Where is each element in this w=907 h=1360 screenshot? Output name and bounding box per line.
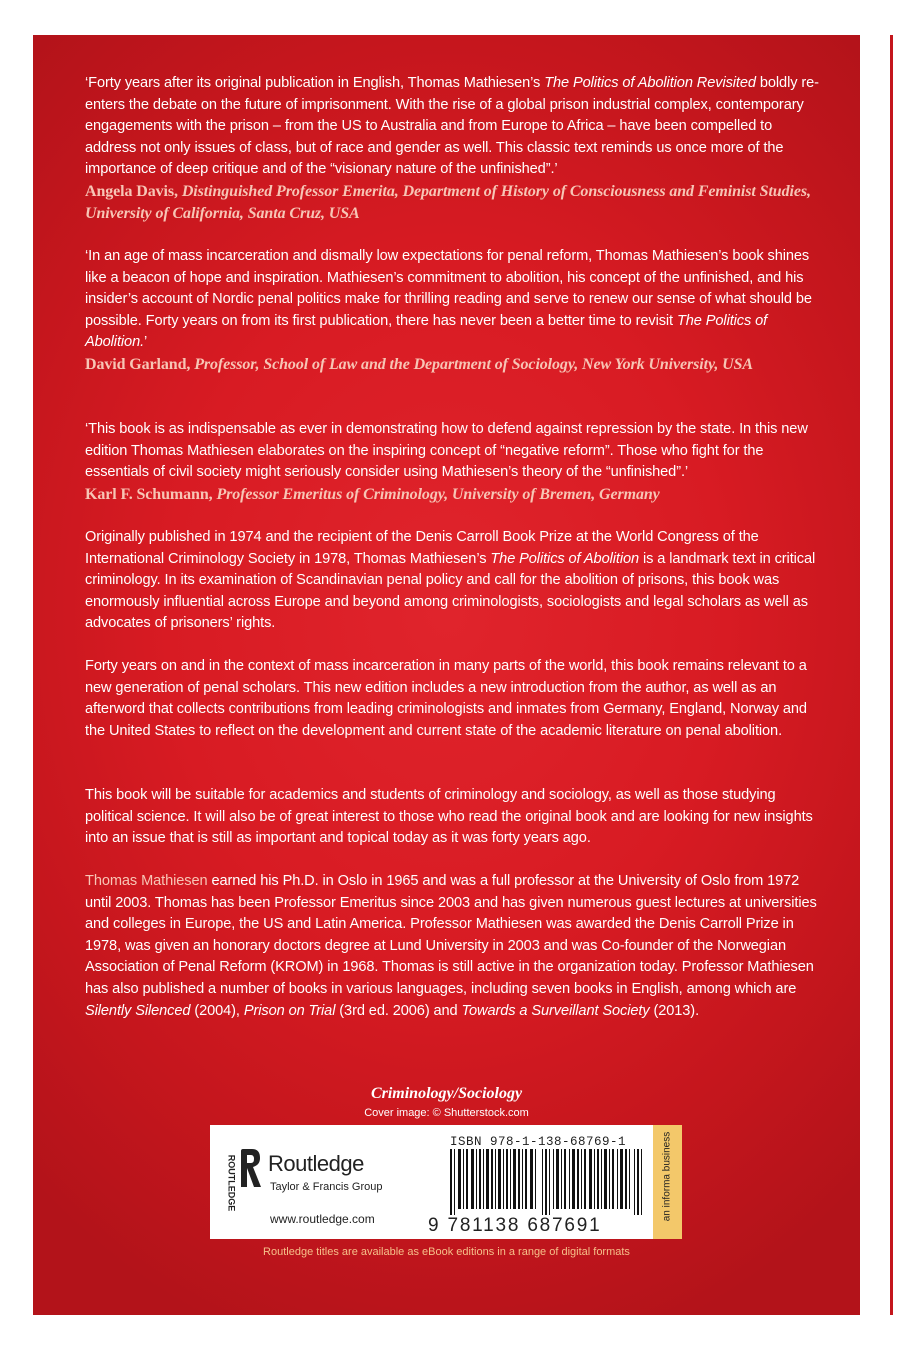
quote-attribution: Angela Davis, Distinguished Professor Emerita, Department of History of Consciousness and Feminist Studies, University of California, Santa Cruz, USA [85,182,811,222]
spine-edge [890,35,893,1315]
description-paragraph-1: Originally published in 1974 and the recipient of the Denis Carroll Book Prize at the World Congress of the International Criminology Society in 1978, Thomas Mathiesen’s The Politics of Abolition is a landmark text in critical criminology. In its examination of Scandinavian penal policy and call for the abolition of prisons, this book was enormously influential across Europe and beyond among criminologists, sociologists and legal scholars as well as advocates of prisoners’ rights. [85,529,816,632]
description-paragraph-3: This book will be suitable for academics and students of criminology and sociology, as well as those studying political science. It will also be of great interest to those who read the original book and are looking for new insights into an issue that is still as important and topical today as it was forty years ago. [85,787,813,847]
informa-label: an informa business [661,1131,673,1222]
description-paragraph-2: Forty years on and in the context of mass incarceration in many parts of the world, this book remains relevant to a new generation of penal scholars. This new edition includes a new introduction from the author, as well as an afterword that collects contributions from leading criminologists and inmates from Germany, England, Norway and the United States to reflect on the development and current state of the academic literature on penal abolition. [85,658,807,739]
cover-image-credit: Cover image: © Shutterstock.com [364,1107,529,1119]
author-name: Thomas Mathiesen [85,873,208,889]
quote-attribution: Karl F. Schumann, Professor Emeritus of Criminology, University of Bremen, Germany [85,485,660,503]
author-bio: Thomas Mathiesen earned his Ph.D. in Oslo in 1965 and was a full professor at the University of Oslo from 1972 until 2003. Thomas has been Professor Emeritus since 2003 and has given numerous guest lectures at universities and colleges in Europe, the US and Latin America. Professor Mathiesen was awarded the Denis Carroll Prize in 1978, was given an honorary doctors degree at Lund University in 2003 and was Co-founder of the Norwegian Association of Penal Reform (KROM) in 1968. Thomas is still active in the organization today. Professor Mathiesen has also published a number of books in various languages, including seven books in English, among which are Silently Silenced (2004), Prison on Trial (3rd ed. 2006) and Towards a Surveillant Society (2013). [85,873,817,1019]
routledge-r-icon [238,1147,264,1191]
publisher-name: Routledge [268,1151,364,1176]
subject-category: Criminology/Sociology [370,1085,523,1102]
isbn-digits: 9 781138 687691 [428,1215,602,1236]
quote-text: ‘In an age of mass incarceration and dismally low expectations for penal reform, Thomas Mathiesen’s book shines like a beacon of hope and inspiration. Mathiesen’s commitment to abolition, his concept of the unfinished, and his insider’s account of Nordic penal politics make for thrilling reading and serve to renew our sense of what should be possible. Forty years on from its first publication, there has never been a better time to revisit The Politics of Abolition.’ [85,248,812,351]
publisher-group: Taylor & Francis Group [270,1181,383,1193]
barcode-icon [450,1149,646,1215]
ebook-note: Routledge titles are available as eBook editions in a range of digital formats [263,1246,630,1258]
endorsement-schumann [85,419,825,506]
quote-attribution: David Garland, Professor, School of Law and the Department of Sociology, New York University, USA [85,355,753,373]
quote-text: ‘This book is as indispensable as ever in demonstrating how to defend against repression by the state. In this new edition Thomas Mathiesen elaborates on the inspiring concept of “negative reform”. Those who fight for the essentials of civil society might seriously consider using Mathiesen’s theory of the “unfinished”.’ [85,421,808,481]
publisher-url: www.routledge.com [270,1212,375,1226]
isbn-label: ISBN 978-1-138-68769-1 [450,1135,627,1149]
logo-vertical-text: ROUTLEDGE [226,1154,237,1212]
barcode-panel [210,1125,682,1239]
informa-strip [653,1125,682,1239]
back-cover [33,35,860,1315]
endorsement-davis [85,73,825,225]
endorsement-garland [85,246,825,376]
quote-text: ‘Forty years after its original publication in English, Thomas Mathiesen’s The Politics of Abolition Revisited boldly re-enters the debate on the future of imprisonment. With the rise of a global prison industrial complex, contemporary engagements with the prison – from the US to Australia and from Europe to Africa – have been compelled to address not only issues of class, but of race and gender as well. This classic text reminds us once more of the importance of deep critique and of the “visionary nature of the unfinished”.’ [85,75,819,178]
